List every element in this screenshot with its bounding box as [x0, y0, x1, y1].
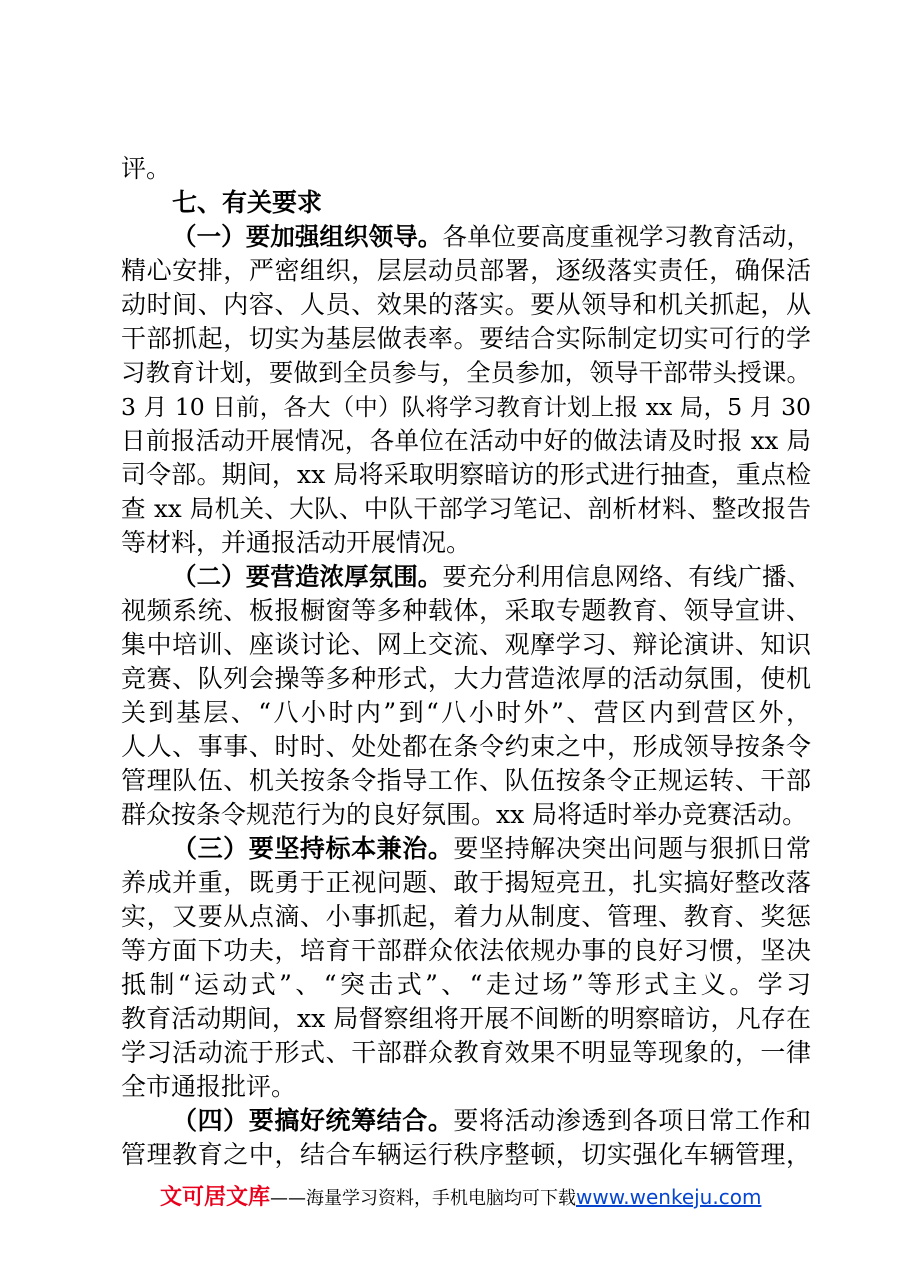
paragraph-line: 精心安排，严密组织，层层动员部署，逐级落实责任，确保活	[121, 256, 811, 285]
footer-banner	[160, 1182, 761, 1212]
paragraph-line: （三）要坚持标本兼治。要坚持解决突出问题与狠抓日常	[172, 834, 811, 863]
paragraph-line: 视频系统、板报橱窗等多种载体，采取专题教育、领导宣讲、	[121, 596, 811, 625]
paragraph-line: 竞赛、队列会操等多种形式，大力营造浓厚的活动氛围，使机	[121, 664, 811, 693]
subheading-text: （二）要营造浓厚氛围。	[172, 562, 443, 591]
paragraph-line: 养成并重，既勇于正视问题、敢于揭短亮丑，扎实搞好整改落	[121, 868, 811, 897]
paragraph-line: 动时间、内容、人员、效果的落实。要从领导和机关抓起，从	[121, 290, 811, 319]
subheading-text: （四）要搞好统筹结合。	[172, 1106, 454, 1135]
paragraph-line: 群众按条令规范行为的良好氛围。xx 局将适时举办竞赛活动。	[121, 800, 808, 829]
paragraph-line: 等材料，并通报活动开展情况。	[121, 528, 472, 557]
footer-url-link[interactable]: www.wenkeju.com	[576, 1185, 762, 1209]
paragraph-line: 3 月 10 日前，各大（中）队将学习教育计划上报 xx 局，5 月 30	[121, 393, 811, 421]
paragraph-line: （二）要营造浓厚氛围。要充分利用信息网络、有线广播、	[172, 562, 812, 591]
footer-slogan: ——海量学习资料，手机电脑均可下载	[270, 1188, 577, 1209]
paragraph-line: 抵制“运动式”、“突击式”、“走过场”等形式主义。学习	[121, 970, 811, 999]
paragraph-line: 关到基层、“八小时内”到“八小时外”、营区内到营区外，	[121, 698, 811, 727]
paragraph-line: 实，又要从点滴、小事抓起，着力从制度、管理、教育、奖惩	[121, 902, 811, 931]
paragraph-line: 日前报活动开展情况，各单位在活动中好的做法请及时报 xx 局	[121, 426, 811, 455]
paragraph-line: 全市通报批评。	[121, 1072, 297, 1101]
subheading-text: （三）要坚持标本兼治。	[172, 834, 454, 863]
subheading-text: （一）要加强组织领导。	[172, 222, 443, 251]
paragraph-line: 管理教育之中，结合车辆运行秩序整顿，切实强化车辆管理，	[121, 1140, 811, 1169]
paragraph-line: 等方面下功夫，培育干部群众依法依规办事的良好习惯，坚决	[121, 936, 811, 965]
footer-brand: 文可居文库	[160, 1185, 271, 1210]
paragraph-line: 干部抓起，切实为基层做表率。要结合实际制定切实可行的学	[121, 324, 811, 353]
paragraph-line: 评。	[121, 154, 172, 183]
paragraph-line: 学习活动流于形式、干部群众教育效果不明显等现象的，一律	[121, 1038, 811, 1067]
section-heading	[172, 186, 811, 220]
paragraph-line: 集中培训、座谈讨论、网上交流、观摩学习、辩论演讲、知识	[121, 630, 811, 659]
paragraph-line: 人人、事事、时时、处处都在条令约束之中，形成领导按条令	[121, 732, 811, 761]
paragraph-line: 查 xx 局机关、大队、中队干部学习笔记、剖析材料、整改报告	[121, 494, 811, 523]
paragraph-line: （四）要搞好统筹结合。要将活动渗透到各项日常工作和	[172, 1106, 811, 1135]
paragraph-line: （一）要加强组织领导。各单位要高度重视学习教育活动，	[172, 222, 812, 251]
paragraph-line: 教育活动期间，xx 局督察组将开展不间断的明察暗访，凡存在	[121, 1004, 811, 1033]
paragraph-line: 司令部。期间，xx 局将采取明察暗访的形式进行抽查，重点检	[121, 460, 811, 489]
paragraph-line: 管理队伍、机关按条令指导工作、队伍按条令正规运转、干部	[121, 766, 811, 795]
heading-text: 七、有关要求	[172, 188, 323, 217]
paragraph-line: 习教育计划，要做到全员参与，全员参加，领导干部带头授课。	[121, 358, 811, 387]
